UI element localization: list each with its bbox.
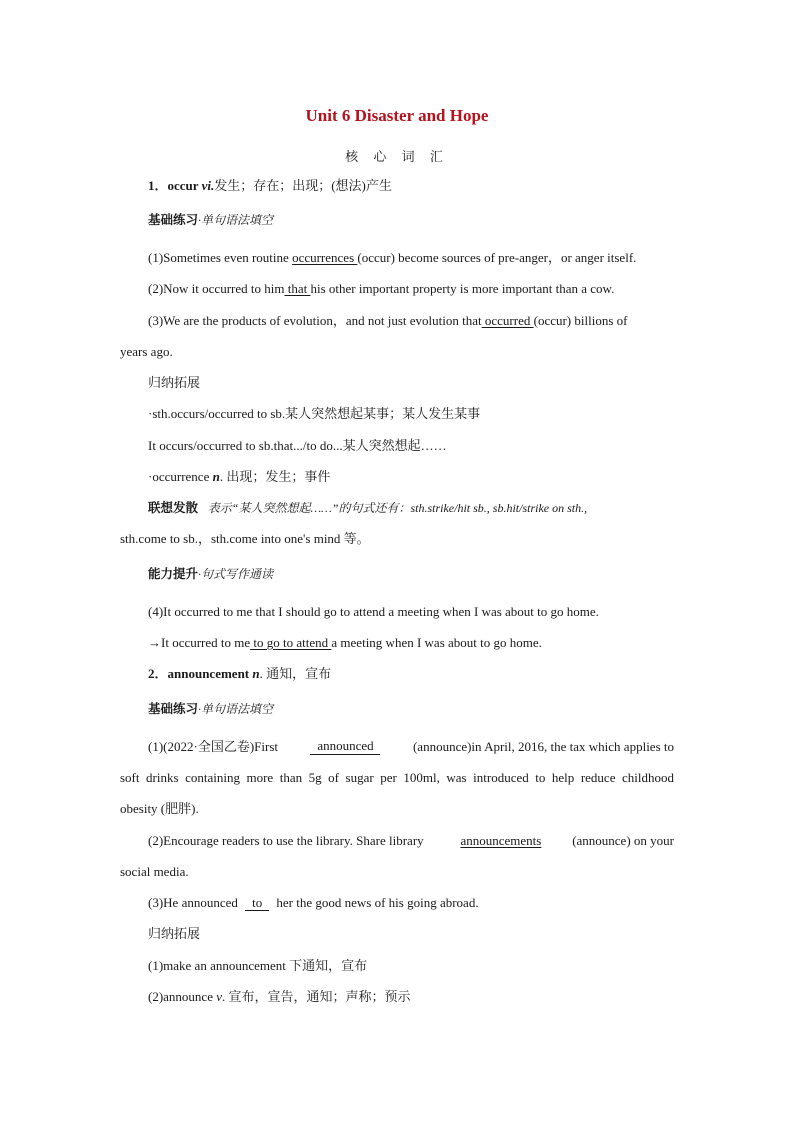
association-note-cont: sth.come to sb.，sth.come into one's mind 等。	[120, 531, 370, 546]
phrase-text: ·occurrence	[148, 469, 213, 484]
sentence-text: (3)He announced	[148, 895, 238, 910]
exercise-sentence-1	[148, 250, 636, 266]
label-sub: ·单句语法填空	[198, 702, 274, 716]
entry-heading-announcement	[148, 666, 331, 682]
phrase-text: . 宣布，宣告，通知；声称；预示	[222, 989, 411, 1004]
sentence-text: his other important property is more important than a cow.	[310, 281, 615, 296]
exercise-sentence-3-cont: years ago.	[120, 344, 173, 359]
label-text: 基础练习	[148, 213, 199, 227]
label-sub: ·单句语法填空	[198, 213, 274, 227]
summary-label: 归纳拓展	[148, 375, 201, 390]
exercise-sentence-2-cont: social media.	[120, 864, 189, 879]
exercise-sentence-2	[148, 833, 674, 849]
sentence-text: (occur) become sources of pre-anger，or anger itself.	[357, 250, 637, 265]
sentence-text: (2)Now it occurred to him	[148, 281, 285, 296]
phrase-1: ·sth.occurs/occurred to sb.某人突然想起某事；某人发生某事	[148, 406, 481, 421]
phrase-text: (2)announce	[148, 989, 217, 1004]
sentence-text: (2)Encourage readers to use the library. Share library	[148, 833, 424, 848]
answer-blank: to	[245, 896, 269, 911]
sentence-text: →It occurred to me	[148, 635, 251, 650]
sentence-text: (announce) on your	[572, 833, 674, 848]
association-note	[148, 500, 587, 516]
sentence-text: (announce)in April, 2016, the tax which applies to	[412, 739, 674, 754]
phrase-3	[148, 469, 330, 485]
summary-label: 归纳拓展	[148, 926, 201, 941]
phrase-text: . 出现；发生；事件	[219, 469, 331, 484]
exercise-sentence-1	[148, 739, 674, 755]
exercise-sentence-4: (4)It occurred to me that I should go to attend a meeting when I was about to go home.	[148, 604, 599, 619]
answer-blank: to go to attend	[250, 635, 332, 650]
entry-word: occur	[167, 178, 202, 193]
exercise-sentence-2	[148, 281, 614, 297]
phrase-2: It occurs/occurred to sb.that.../to do...某人突然想起……	[148, 438, 447, 453]
entry-number: 1．	[148, 178, 168, 193]
note-text: 表示“某人突然想起……”的句式还有：sth.strike/hit sb., sb.hit/strike on sth.,	[207, 501, 588, 515]
phrase-pos: v	[216, 989, 222, 1004]
entry-meaning: . 通知，宣布	[259, 666, 332, 681]
basic-practice-label	[148, 701, 273, 717]
answer-blank: announcements	[460, 833, 542, 848]
exercise-sentence-4-rewrite	[148, 635, 542, 651]
expansion-2	[148, 989, 411, 1005]
expansion-1: (1)make an announcement 下通知，宣布	[148, 958, 368, 973]
section-subtitle: 核 心 词 汇	[345, 149, 449, 164]
entry-word: announcement	[167, 666, 253, 681]
sentence-text: (1)Sometimes even routine	[148, 250, 293, 265]
exercise-sentence-1-cont: soft drinks containing more than 5g of sugar per 100ml, was introduced to help reduce childhood	[120, 770, 674, 785]
sentence-text: (occur) billions of	[533, 313, 628, 328]
basic-practice-label	[148, 212, 273, 228]
exercise-sentence-3	[148, 895, 479, 911]
label-text: 能力提升	[148, 567, 199, 581]
entry-heading-occur	[148, 178, 392, 194]
answer-blank: occurrences	[292, 250, 358, 265]
phrase-pos: n	[212, 469, 220, 484]
answer-blank: that	[284, 281, 311, 296]
document-title: Unit 6 Disaster and Hope	[305, 106, 489, 125]
answer-blank: announced	[310, 739, 380, 755]
answer-blank: occurred	[481, 313, 534, 328]
label-sub: ·句式写作通读	[198, 567, 274, 581]
label-text: 基础练习	[148, 702, 199, 716]
ability-label	[148, 566, 273, 582]
exercise-sentence-3	[148, 313, 674, 329]
sentence-text: a meeting when I was about to go home.	[331, 635, 542, 650]
sentence-text: her the good news of his going abroad.	[276, 895, 479, 910]
entry-pos: vi.	[201, 178, 215, 193]
entry-number: 2．	[148, 666, 168, 681]
sentence-text: (3)We are the products of evolution，and not just evolution that	[148, 313, 482, 328]
entry-meaning: 发生；存在；出现；(想法)产生	[214, 178, 392, 193]
label-text: 联想发散	[148, 501, 199, 515]
sentence-text: (1)(2022·全国乙卷)First	[148, 739, 278, 754]
exercise-sentence-1-cont2: obesity (肥胖).	[120, 801, 199, 816]
entry-pos: n	[252, 666, 260, 681]
